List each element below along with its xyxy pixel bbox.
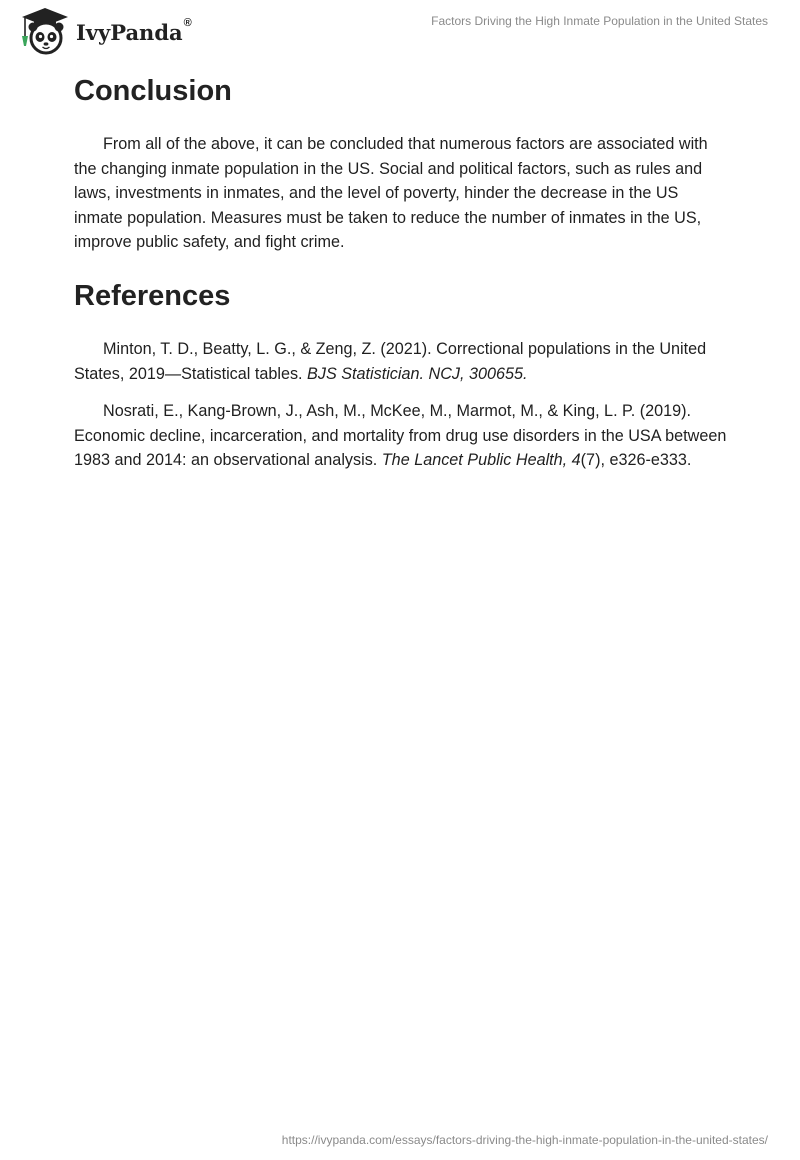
reference-item <box>74 399 728 473</box>
reference-citation: Nosrati, E., Kang-Brown, J., Ash, M., McKee, M., Marmot, M., & King, L. P. (2019). Economic decline, incarceration, and mortality from drug use disorders in the USA between 1983 and 2014: an observational analysis. <box>74 402 727 470</box>
registered-mark: ® <box>183 16 192 29</box>
reference-source: The Lancet Public Health, 4 <box>381 451 581 470</box>
logo-wordmark: IvyPanda® <box>76 16 192 45</box>
source-url[interactable]: https://ivypanda.com/essays/factors-driving-the-high-inmate-population-in-the-united-states/ <box>281 1133 768 1147</box>
ivypanda-logo[interactable] <box>16 6 192 56</box>
conclusion-paragraph: From all of the above, it can be concluded that numerous factors are associated with the changing inmate population in the US. Social and political factors, such as rules and laws, investments in inmates, and the level of poverty, hinder the decrease in the US inmate population. Measures must be taken to reduce the number of inmates in the US, improve public safety, and fight crime. <box>74 135 708 252</box>
conclusion-heading: Conclusion <box>74 75 232 107</box>
page-header <box>0 0 800 60</box>
document-body <box>74 72 728 473</box>
panda-graduate-icon <box>16 6 74 56</box>
reference-item <box>74 337 728 386</box>
reference-source: BJS Statistician. NCJ, 300655. <box>307 364 528 383</box>
reference-citation: Minton, T. D., Beatty, L. G., & Zeng, Z. (2021). Correctional populations in the United States, 2019—Statistical tables. <box>74 339 707 383</box>
reference-pages: (7), e326-e333. <box>580 451 692 470</box>
references-heading: References <box>74 279 231 312</box>
document-title: Factors Driving the High Inmate Population in the United States <box>431 14 768 28</box>
